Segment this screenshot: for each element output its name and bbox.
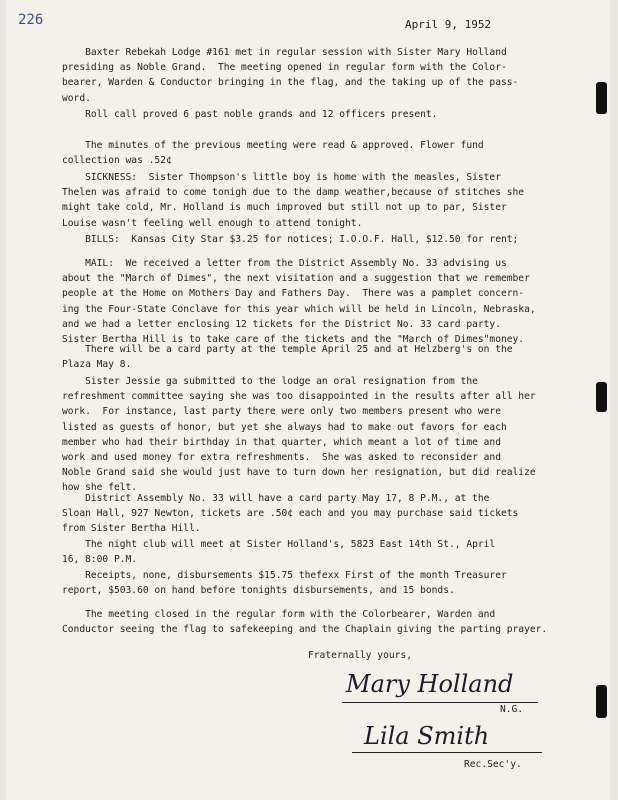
page-number: 226 <box>18 12 44 28</box>
paragraph-card-party: There will be a card party at the temple April 25 and at Helzberg's on the Plaza May 8. <box>62 344 513 371</box>
paragraph-district-assembly: District Assembly No. 33 will have a card party May 17, 8 P.M., at the Sloan Hall, 927 Newton, tickets are .50¢ each and you may purchase said tickets from Sister Bertha Hill. <box>62 493 519 535</box>
paragraph-night-club: The night club will meet at Sister Holland's, 5823 East 14th St., April 16, 8:00 P.M. <box>62 539 496 566</box>
paragraph-closing: The meeting closed in the regular form with the Colorbearer, Warden and Conductor seeing the flag to safekeeping and the Chaplain giving the parting prayer. <box>62 609 548 636</box>
signature-title-noble-grand: N.G. <box>500 704 524 715</box>
binder-hole-middle <box>596 382 607 412</box>
paragraph-sickness: SICKNESS: Sister Thompson's little boy is home with the measles, Sister Thelen was afraid to come tonigh due to the damp weather,because of stitches she might take cold, Mr. Holland is much improved but still not up to par, Sister Louise wasn't feeling well enough to attend tonight. <box>62 172 525 229</box>
paragraph-receipts: Receipts, none, disbursements $15.75 thefexx First of the month Treasurer report, $503.60 on hand before tonights disbursements, and 15 bonds. <box>62 570 507 597</box>
signature-line-noble-grand <box>342 702 538 703</box>
paragraph-bills: BILLS: Kansas City Star $3.25 for notices; I.O.O.F. Hall, $12.50 for rent; <box>62 234 519 245</box>
signature-secretary: Lila Smith <box>364 722 490 750</box>
binder-hole-bottom <box>596 685 607 718</box>
binder-hole-top <box>596 82 607 114</box>
paragraph-mail: MAIL: We received a letter from the District Assembly No. 33 advising us about the "March of Dimes", the next visitation and a suggestion that we remember people at the Home on Mothers Day and Fathers Day. There was a pamplet concern- ing the Four-State Conclave for this year which will be held in Lincoln, Nebraska, and we had a letter enclosing 12 tickets for the District No. 33 card party. Sister Bertha Hill is to take care of the tickets and the "March of Dimes"money. <box>62 258 536 346</box>
paragraph-opening: Baxter Rebekah Lodge #161 met in regular session with Sister Mary Holland presiding as Noble Grand. The meeting opened in regular form with the Color- bearer, Warden & Conductor bringing in the flag, and the taking up of the pass- word. <box>62 47 519 104</box>
signature-line-secretary <box>352 752 542 753</box>
document-date: April 9, 1952 <box>405 18 492 31</box>
signature-title-secretary: Rec.Sec'y. <box>464 759 522 770</box>
paragraph-minutes: The minutes of the previous meeting were read & approved. Flower fund collection was .52¢ <box>62 140 484 167</box>
paragraph-resignation: Sister Jessie ga submitted to the lodge an oral resignation from the refreshment committee saying she was too disappointed in the results after all her work. For instance, last party there were only two members present who were listed as guests of honor, but yet she always had to make out favors for each member who had their birthday in that quarter, which meant a lot of time and work and used money for extra refreshments. She was asked to reconsider and Noble Grand said she would just have to turn down her resignation, but did realize how she felt. <box>62 376 536 494</box>
paragraph-roll-call: Roll call proved 6 past noble grands and 12 officers present. <box>62 109 438 120</box>
closing-salutation: Fraternally yours, <box>308 650 412 661</box>
document-page <box>6 0 610 800</box>
signature-noble-grand: Mary Holland <box>346 670 514 698</box>
